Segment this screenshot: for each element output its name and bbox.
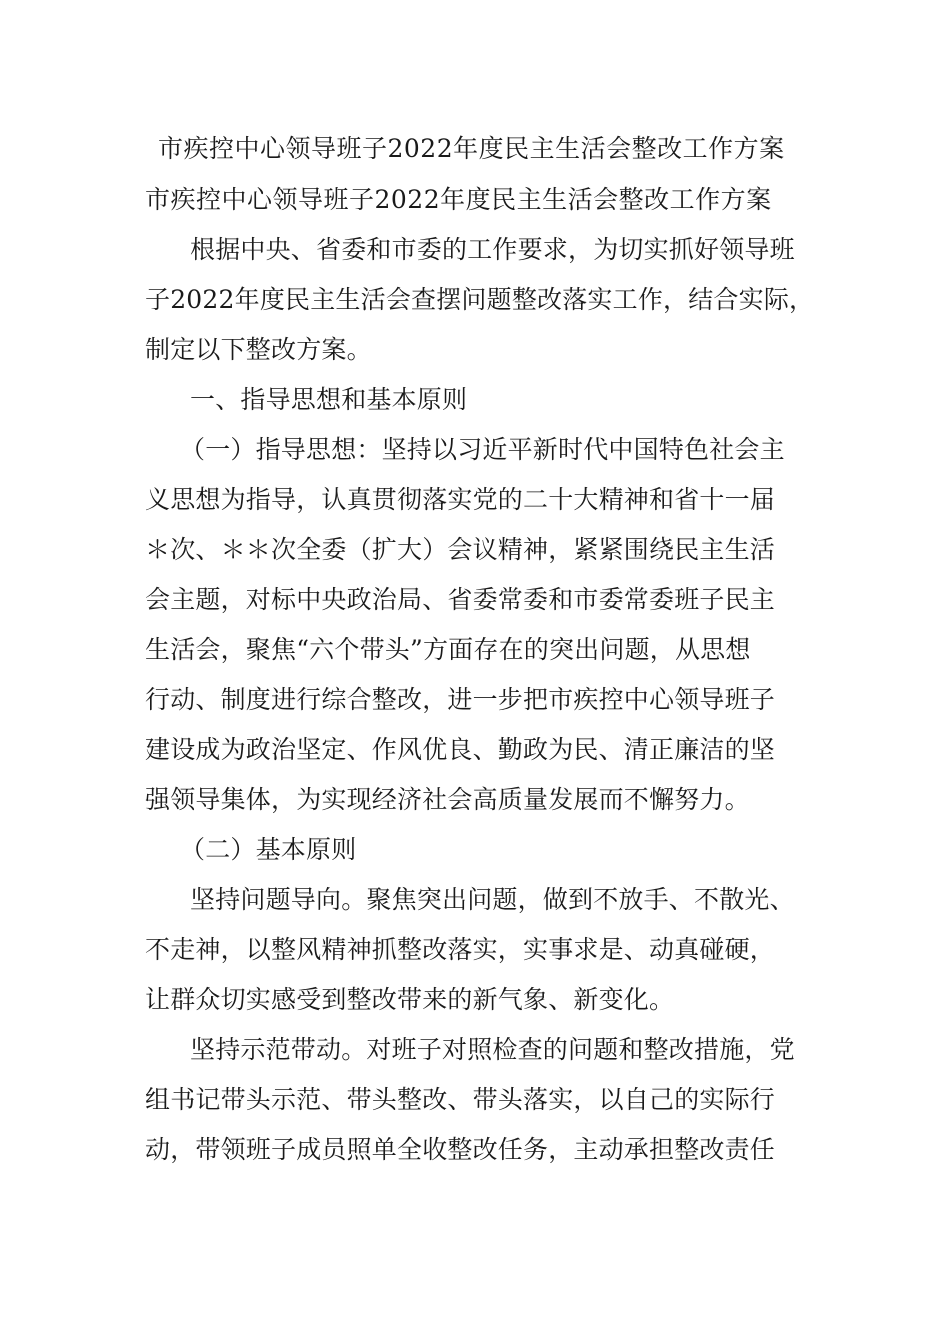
paragraph-line: 建设成为政治坚定、作风优良、勤政为民、清正廉洁的坚 [145, 735, 776, 764]
paragraph-line: 不走神，以整风精神抓整改落实，实事求是、动真碰硬， [145, 935, 776, 964]
paragraph-line: 会主题，对标中央政治局、省委常委和市委常委班子民主 [145, 585, 776, 614]
paragraph-line: 动，带领班子成员照单全收整改任务，主动承担整改责任 [145, 1135, 776, 1164]
paragraph-line: 让群众切实感受到整改带来的新气象、新变化。 [145, 985, 675, 1014]
paragraph-line: 制定以下整改方案。 [145, 335, 372, 364]
section-heading: 一、指导思想和基本原则 [190, 385, 468, 414]
document-title: 市疾控中心领导班子2022年度民主生活会整改工作方案 [158, 134, 785, 163]
document-title-repeat: 市疾控中心领导班子2022年度民主生活会整改工作方案 [145, 185, 772, 214]
paragraph-line: 行动、制度进行综合整改，进一步把市疾控中心领导班子 [145, 685, 776, 714]
paragraph-line: 组书记带头示范、带头整改、带头落实，以自己的实际行 [145, 1085, 776, 1114]
subsection-heading: （一）指导思想：坚持以习近平新时代中国特色社会主 [180, 435, 785, 464]
paragraph-line: ＊次、＊＊次全委（扩大）会议精神，紧紧围绕民主生活 [145, 535, 776, 564]
paragraph-line: 子2022年度民主生活会查摆问题整改落实工作，结合实际， [145, 285, 815, 314]
paragraph-line: 坚持示范带动。对班子对照检查的问题和整改措施，党 [190, 1035, 795, 1064]
paragraph-line: 义思想为指导，认真贯彻落实党的二十大精神和省十一届 [145, 485, 776, 514]
paragraph-line: 坚持问题导向。聚焦突出问题，做到不放手、不散光、 [190, 885, 795, 914]
paragraph-line: 强领导集体，为实现经济社会高质量发展而不懈努力。 [145, 785, 750, 814]
subsection-heading: （二）基本原则 [180, 835, 357, 864]
paragraph-line: 生活会，聚焦“六个带头”方面存在的突出问题，从思想 [145, 635, 751, 664]
paragraph-line: 根据中央、省委和市委的工作要求，为切实抓好领导班 [190, 235, 795, 264]
